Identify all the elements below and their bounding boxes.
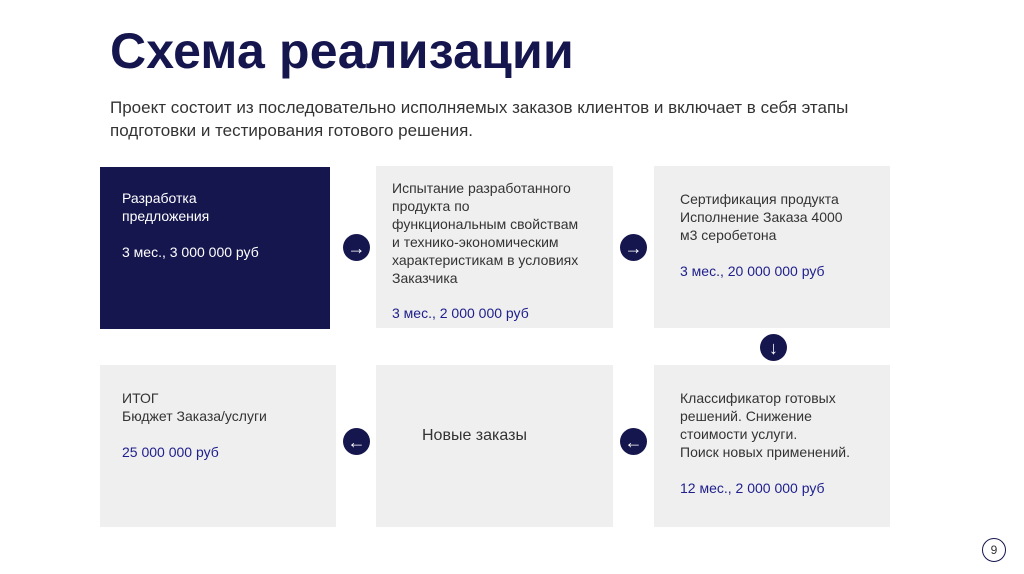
total-box	[100, 365, 336, 527]
arrow-left-icon: ←	[620, 428, 647, 455]
proposal-stage-price: 3 мес., 3 000 000 руб	[122, 244, 259, 260]
arrow-right-icon: →	[343, 234, 370, 261]
testing-stage-text: Испытание разработанного продукта по функциональным свойствам и технико-экономическим характеристикам в условиях Заказчика	[392, 180, 579, 286]
total-budget-value: 25 000 000 руб	[122, 444, 219, 460]
testing-stage-box	[376, 166, 613, 328]
certification-stage-price: 3 мес., 20 000 000 руб	[680, 263, 825, 279]
proposal-stage-box	[100, 167, 330, 329]
new-orders-box	[376, 365, 613, 527]
certification-stage-text: Сертификация продукта Исполнение Заказа 4000 м3 серобетона	[680, 191, 843, 243]
certification-stage-box	[654, 166, 890, 328]
slide-subtitle: Проект состоит из последовательно исполняемых заказов клиентов и включает в себя этапы подготовки и тестирования готового решения.	[110, 98, 849, 140]
classifier-stage-box	[654, 365, 890, 527]
total-text: ИТОГ Бюджет Заказа/услуги	[122, 390, 267, 424]
arrow-left-icon: ←	[343, 428, 370, 455]
proposal-stage-text: Разработка предложения	[122, 190, 210, 224]
classifier-stage-price: 12 мес., 2 000 000 руб	[680, 480, 825, 496]
page-number-badge: 9	[982, 538, 1006, 562]
testing-stage-price: 3 мес., 2 000 000 руб	[392, 305, 529, 321]
classifier-stage-text: Классификатор готовых решений. Снижение стоимости услуги. Поиск новых применений.	[680, 390, 850, 460]
slide-title: Схема реализации	[110, 23, 574, 79]
arrow-right-icon: →	[620, 234, 647, 261]
arrow-down-icon: ↓	[760, 334, 787, 361]
new-orders-text: Новые заказы	[422, 427, 527, 444]
